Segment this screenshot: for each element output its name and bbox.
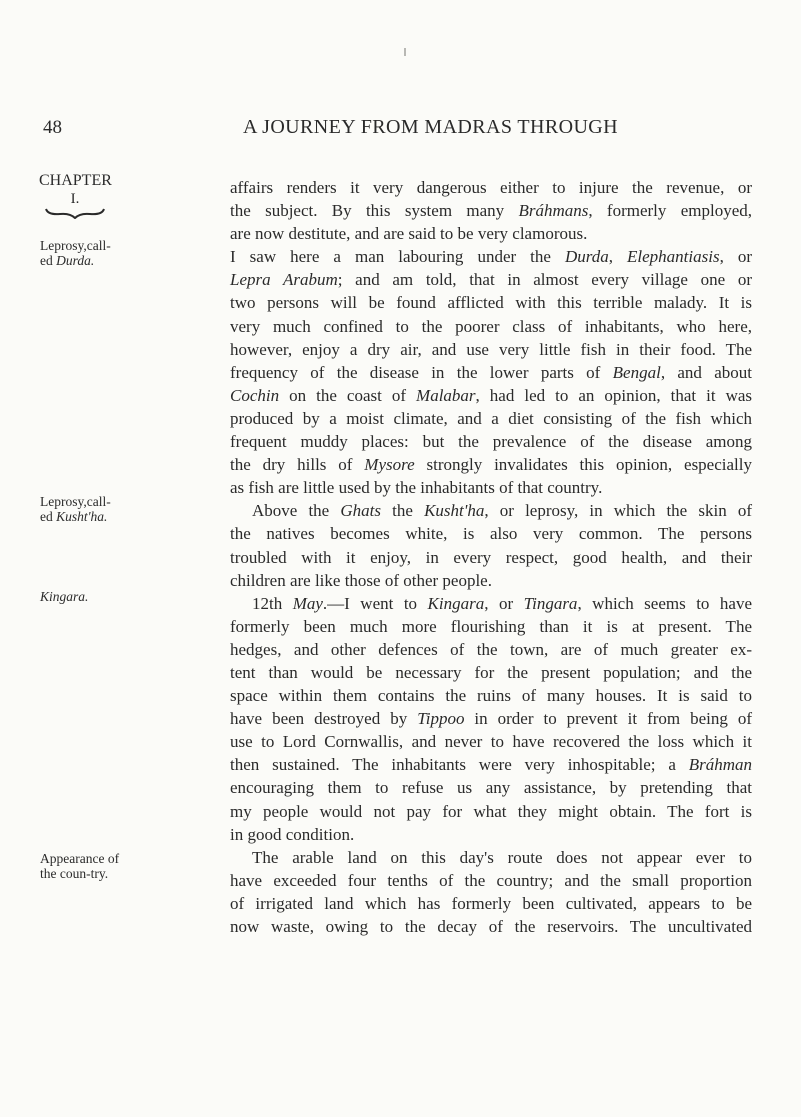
chapter-number: I. [70, 191, 80, 207]
text-line: are now destitute, and are said to be very clamorous. [230, 224, 588, 244]
text-line: frequent muddy places: but the prevalence of the disease among [230, 432, 752, 452]
text-line: in good condition. [230, 824, 355, 844]
text-line: Cochin on the coast of Malabar, had led to an opinion, that it was [230, 385, 753, 405]
text-line: the subject. By this system many Bráhmans, formerly employed, [230, 201, 752, 221]
chapter-marker [39, 172, 111, 219]
body-text [230, 176, 752, 938]
text-line: two persons will be found afflicted with this terrible malady. It is [230, 293, 752, 313]
text-line: I saw here a man labouring under the Durda, Elephantiasis, or [230, 247, 753, 267]
text-line: encouraging them to refuse us any assistance, by pretending that [230, 778, 752, 798]
text-line: the dry hills of Mysore strongly invalidates this opinion, especially [230, 455, 752, 475]
running-title: A JOURNEY FROM MADRAS THROUGH [243, 116, 618, 138]
text-line: Above the Ghats the Kusht'ha, or leprosy, in which the skin of [252, 501, 753, 521]
text-line: tent than would be necessary for the present population; and the [230, 662, 752, 682]
margin-note-durda: Leprosy,call-ed Durda. [40, 238, 111, 268]
text-line: space within them contains the ruins of many houses. It is said to [230, 686, 752, 706]
text-line: hedges, and other defences of the town, are of much greater ex- [230, 639, 752, 659]
text-line: frequency of the disease in the lower parts of Bengal, and about [230, 362, 752, 382]
chapter-label: CHAPTER [39, 172, 112, 189]
text-line: however, enjoy a dry air, and use very little fish in their food. The [230, 339, 752, 359]
text-line: very much confined to the poorer class of inhabitants, who here, [230, 316, 752, 336]
text-line: have been destroyed by Tippoo in order to prevent it from being of [230, 709, 752, 729]
text-line: have exceeded four tenths of the country; and the small proportion [230, 870, 752, 890]
text-line: as fish are little used by the inhabitants of that country. [230, 478, 603, 498]
text-line: Lepra Arabum; and am told, that in almost every village one or [230, 270, 752, 290]
margin-note-appearance: Appearance of the coun-try. [40, 851, 120, 881]
page-mark [404, 48, 406, 56]
brace-ornament-icon [42, 207, 108, 219]
text-line: now waste, owing to the decay of the reservoirs. The uncultivated [230, 917, 752, 936]
text-line: troubled with it enjoy, in every respect, good health, and their [230, 547, 752, 567]
text-line: 12th May.—I went to Kingara, or Tingara, which seems to have [252, 593, 752, 613]
text-line: use to Lord Cornwallis, and never to have recovered the loss which it [230, 732, 752, 752]
text-line: my people would not pay for what they might obtain. The fort is [230, 801, 752, 821]
text-line: of irrigated land which has formerly been cultivated, appears to be [230, 893, 752, 913]
text-line: the natives becomes white, is also very common. The persons [230, 524, 752, 544]
text-line: children are like those of other people. [230, 570, 492, 590]
text-line: formerly been much more flourishing than it is at present. The [230, 616, 752, 636]
text-line: produced by a moist climate, and a diet consisting of the fish which [230, 408, 752, 428]
text-line: The arable land on this day's route does not appear ever to [252, 847, 752, 867]
text-line: then sustained. The inhabitants were very inhospitable; a Bráhman [230, 755, 752, 775]
page-number: 48 [43, 117, 62, 138]
margin-note-kingara: Kingara. [40, 589, 89, 604]
margin-note-kushtha: Leprosy,call-ed Kusht'ha. [40, 494, 111, 524]
text-line: affairs renders it very dangerous either to injure the revenue, or [230, 178, 752, 197]
